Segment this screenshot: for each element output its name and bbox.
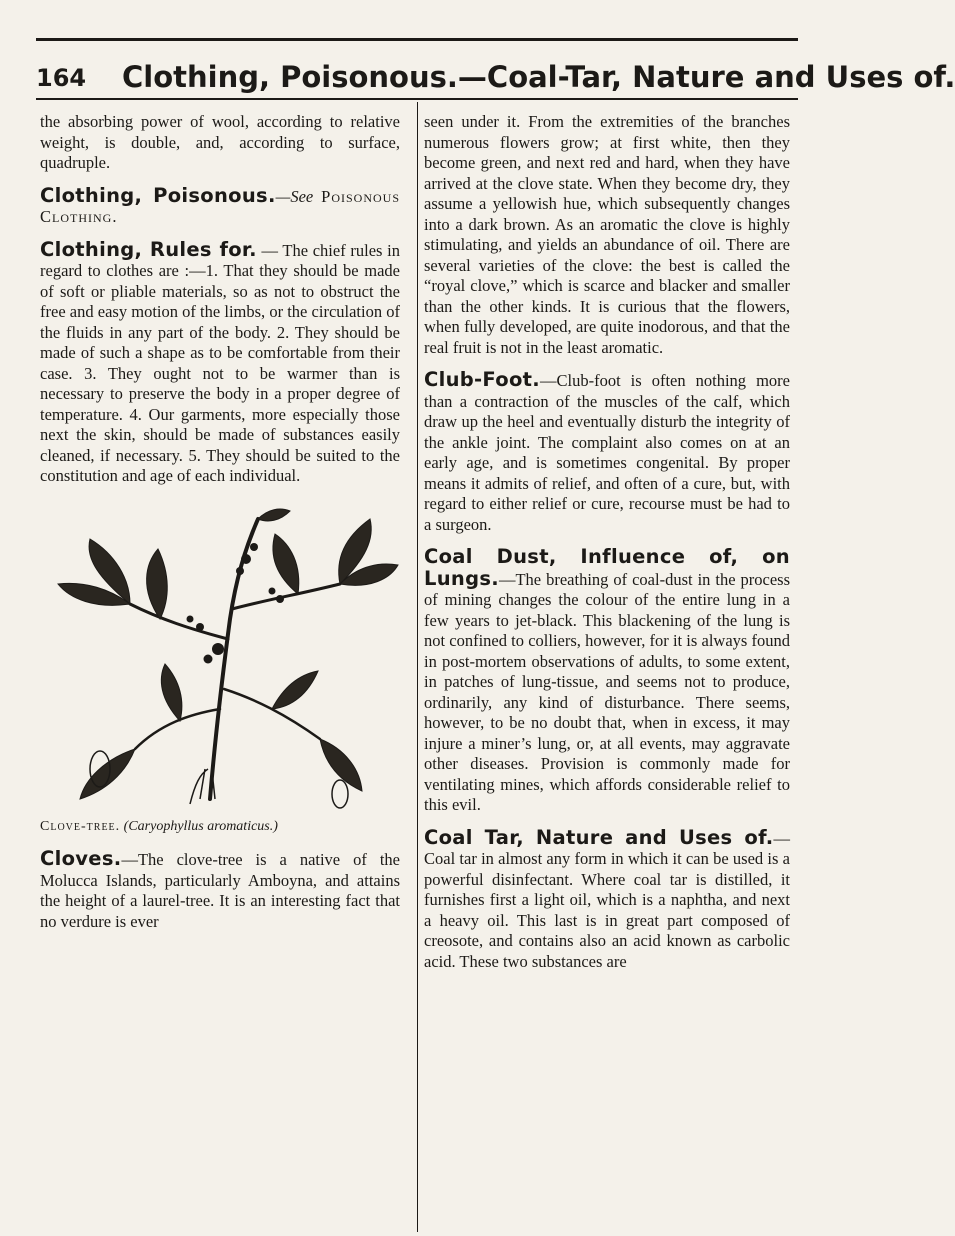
running-title: Clothing, Poisonous.—Coal-Tar, Nature and Uses of. — [122, 60, 955, 94]
entry-heading: Club-Foot. — [424, 368, 540, 391]
clove-tree-illustration — [40, 499, 400, 811]
entry-text: —Club-foot is often nothing more than a contraction of the muscles of the calf, which draw up the heel and eventually disturb the integrity of the ankle joint. The complaint also comes on at an early age, and is sometimes congenital. By proper means it admits of relief, and often of a cure, but, with regard to either relief or cure, recourse must be had to a surgeon. — [424, 371, 790, 534]
entry-text: — The chief rules in regard to clothes are :—1. That they should be made of soft or pliable materials, so as not to obstruct the free and easy motion of the limbs, or the circulation of the fluids in any part of the body. 2. They should be made of such a shape as to be comfortable from their case. 3. They ought not to be warmer than is necessary to preserve the body in a proper degree of temperature. 4. Our garments, more especially those next the skin, should be made of substances easily cleaned, if necessary. 5. They should be suited to the constitution and age of each individual. — [40, 240, 400, 485]
header-rule — [36, 98, 798, 100]
page-header — [36, 58, 955, 98]
clove-branch-engraving — [40, 499, 400, 811]
caption-label: Clove-tree. — [40, 818, 121, 834]
entry-heading: Clothing, Poisonous. — [40, 183, 276, 207]
entry-heading: Cloves. — [40, 847, 122, 870]
entry-cloves — [40, 849, 400, 932]
caption-latin-name: (Caryophyllus aromaticus.) — [123, 818, 278, 834]
entry-text: —The breathing of coal-dust in the process of mining changes the colour of the entire lung in a few years to jet-black. This blackening of the lung is not confined to colliers, however, for it is always found in post-mortem observations of adults, to some extent, in patches of lung-tissue, and seems not to produce, ordinarily, any kind of disturbance. There seems, however, to be no doubt that, when in excess, it may injure a miner’s lung, or, at all events, may aggravate other diseases. Provision is commonly made for ventilating mines, which affords considerable relief to this evil. — [424, 569, 790, 814]
paragraph-continued: seen under it. From the extremities of the branches numerous flowers grow; at first white, then they become green, and next red and hard, when they have arrived at the clove state. When they become dry, they assume a yellowish hue, which subsequently changes into a dark brown. As an aromatic the clove is highly stimulating, and yields an abundance of oil. There are several varieties of the clove: the best is called the “royal clove,” which is scarce and blacker and smaller than the other kinds. It is curious that the flowers, when fully developed, are quite inodorous, and that the real fruit is not in the least aromatic. — [424, 112, 790, 357]
entry-heading: Coal Dust, Influence of, on Lungs. — [424, 545, 790, 590]
page-number: 164 — [36, 64, 87, 92]
top-rule — [36, 38, 798, 41]
figure-caption — [40, 817, 400, 838]
right-column — [424, 112, 790, 984]
entry-text: —Coal tar in almost any form in which it can be used is a powerful disinfectant. Where coal tar is distilled, it furnishes first a light oil, which is a naphtha, and next a heavy oil. This last is in great part composed of creosote, and contains also an acid known as carbolic acid. These two substances are — [424, 828, 790, 971]
entry-clothing-rules — [40, 237, 400, 487]
left-column — [40, 112, 400, 944]
paragraph-continued: the absorbing power of wool, according to relative weight, is double, and, according to surface, quadruple. — [40, 112, 400, 172]
entry-text: —The clove-tree is a native of the Molucca Islands, particularly Amboyna, and attains the height of a laurel-tree. It is an interesting fact that no verdure is ever — [40, 850, 400, 931]
entry-heading: Coal Tar, Nature and Uses of. — [424, 825, 774, 849]
entry-club-foot — [424, 370, 790, 535]
see-reference-label: —See — [275, 186, 314, 206]
cross-reference: Poisonous Clothing. — [40, 186, 400, 226]
entry-clothing-poisonous — [40, 183, 400, 228]
entry-coal-dust — [424, 547, 790, 816]
entry-heading: Clothing, Rules for. — [40, 237, 257, 261]
entry-coal-tar — [424, 825, 790, 973]
column-divider — [417, 102, 418, 1232]
